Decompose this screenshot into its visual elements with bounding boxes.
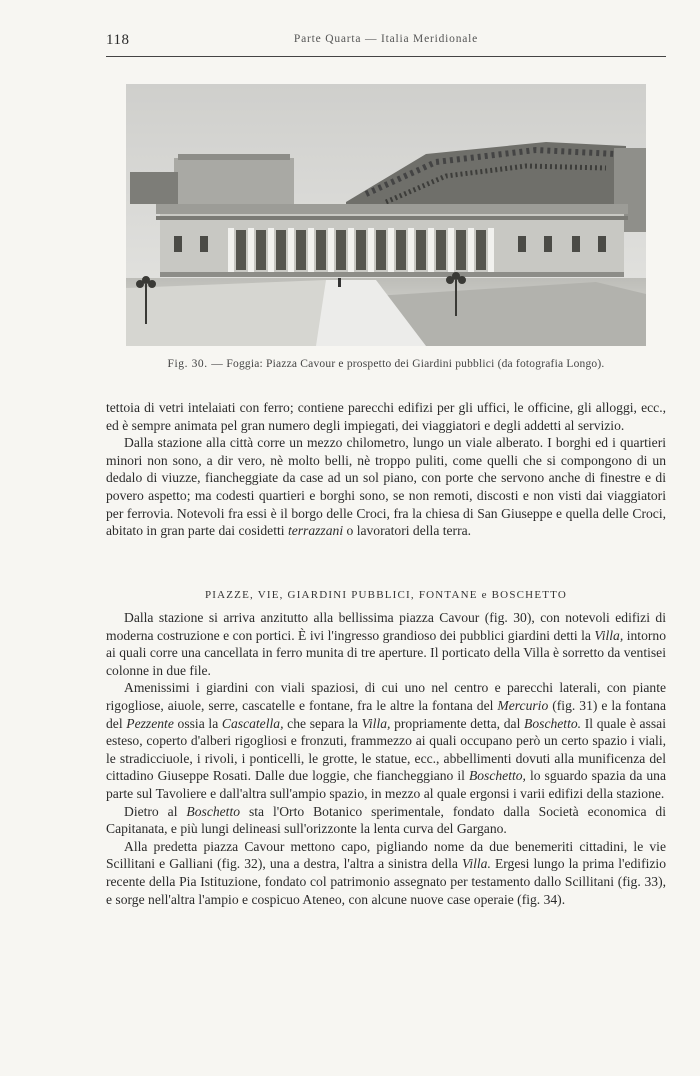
paragraph-2: Dalla stazione alla città corre un mezzo chilometro, lungo un viale alberato. I borghi ed i quartieri minori non sono, a dir vero, nè molto belli, nè troppo puliti, come quelli che si compongono di un dedalo di viuzze, fiancheggiate da case ad un sol piano, con porte che servono anche di finestre e di povero aspetto; ma codesti quartieri e borghi sono, se non remoti, discosti e non visti dai viaggiatori per ferrovia. Notevoli fra essi è il borgo delle Croci, fra la chiesa di San Giuseppe e quella delle Croci, abitato in gran parte dai cosidetti terrazzani o lavoratori della terra. <box>106 435 666 539</box>
figure-caption <box>106 358 666 370</box>
caption-credit: Longo). <box>566 358 605 370</box>
caption-label: Fig. 30. — <box>167 358 224 370</box>
page-number: 118 <box>106 32 130 48</box>
text-block-bottom <box>106 609 666 908</box>
paragraph-4: Amenissimi i giardini con viali spaziosi, di cui uno nel centro e parecchi laterali, con piante rigogliose, aiuole, serre, cascatelle e fontane, fra le altre la fontana del Mercurio (fig. 31) e la fontana del Pezzente ossia la Cascatella, che separa la Villa, propriamente detta, dal Boschetto. Il quale è assai esteso, coperto d'alberi rigogliosi e fronzuti, frammezzo ai quali occupano però un certo spazio i viali, le stradicciuole, i rivoli, i ponticelli, le grotte, le statue, ecc., abbellimenti dovuti alla munificenza del cittadino Giuseppe Rosati. Dalle due loggie, che fiancheggiano il Boschetto, lo sguardo spazia da una parte sul Tavoliere e dall'altra sull'ampio spazio, in mezzo al quale ergonsi i varii edifizi della stazione. <box>106 680 667 801</box>
figure-photo-piazza-cavour <box>126 84 646 346</box>
paragraph-6: Alla predetta piazza Cavour mettono capo, pigliando nome da due benemeriti cittadini, le vie Scillitani e Galliani (fig. 32), una a destra, l'altra a sinistra della Villa. Ergesi lungo la prima l'edifizio recente della Pia Istituzione, fondato col patrimonio assegnato per testamento dallo Scillitani (fig. 33), e sorge nell'altra l'ampio e cospicuo Ateneo, con alcune nuove case operaie (fig. 34). <box>106 838 666 907</box>
engraving-illustration <box>126 84 646 346</box>
paragraph-5: Dietro al Boschetto sta l'Orto Botanico sperimentale, fondato dalla Società economica di Capitanata, e più lungi delineasi sull'orizzonte la lenta curva del Gargano. <box>106 803 667 837</box>
running-title: Parte Quarta — Italia Meridionale <box>293 33 479 45</box>
page-header <box>106 30 666 52</box>
section-heading: PIAZZE, VIE, GIARDINI PUBBLICI, FONTANE e BOSCHETTO <box>204 589 568 601</box>
header-rule <box>106 56 666 57</box>
caption-text: Foggia: Piazza Cavour e prospetto dei Giardini pubblici (da fotografia <box>226 358 564 370</box>
paragraph-1: tettoia di vetri intelaiati con ferro; contiene parecchi edifizi per gli uffici, le officine, gli alloggi, ecc., ed è sempre animata pel gran numero degli impiegati, dei viaggiatori e degli addetti al servizio. <box>106 400 666 433</box>
text-block-top <box>106 399 666 540</box>
paragraph-3: Dalla stazione si arriva anzitutto alla bellissima piazza Cavour (fig. 30), con notevoli edifizi di moderna costruzione e con portici. È ivi l'ingresso grandioso dei pubblici giardini detti la Villa, intorno ai quali corre una cancellata in ferro munita di tre aperture. Il porticato della Villa è sorretto da ventisei colonne in due file. <box>106 610 666 678</box>
